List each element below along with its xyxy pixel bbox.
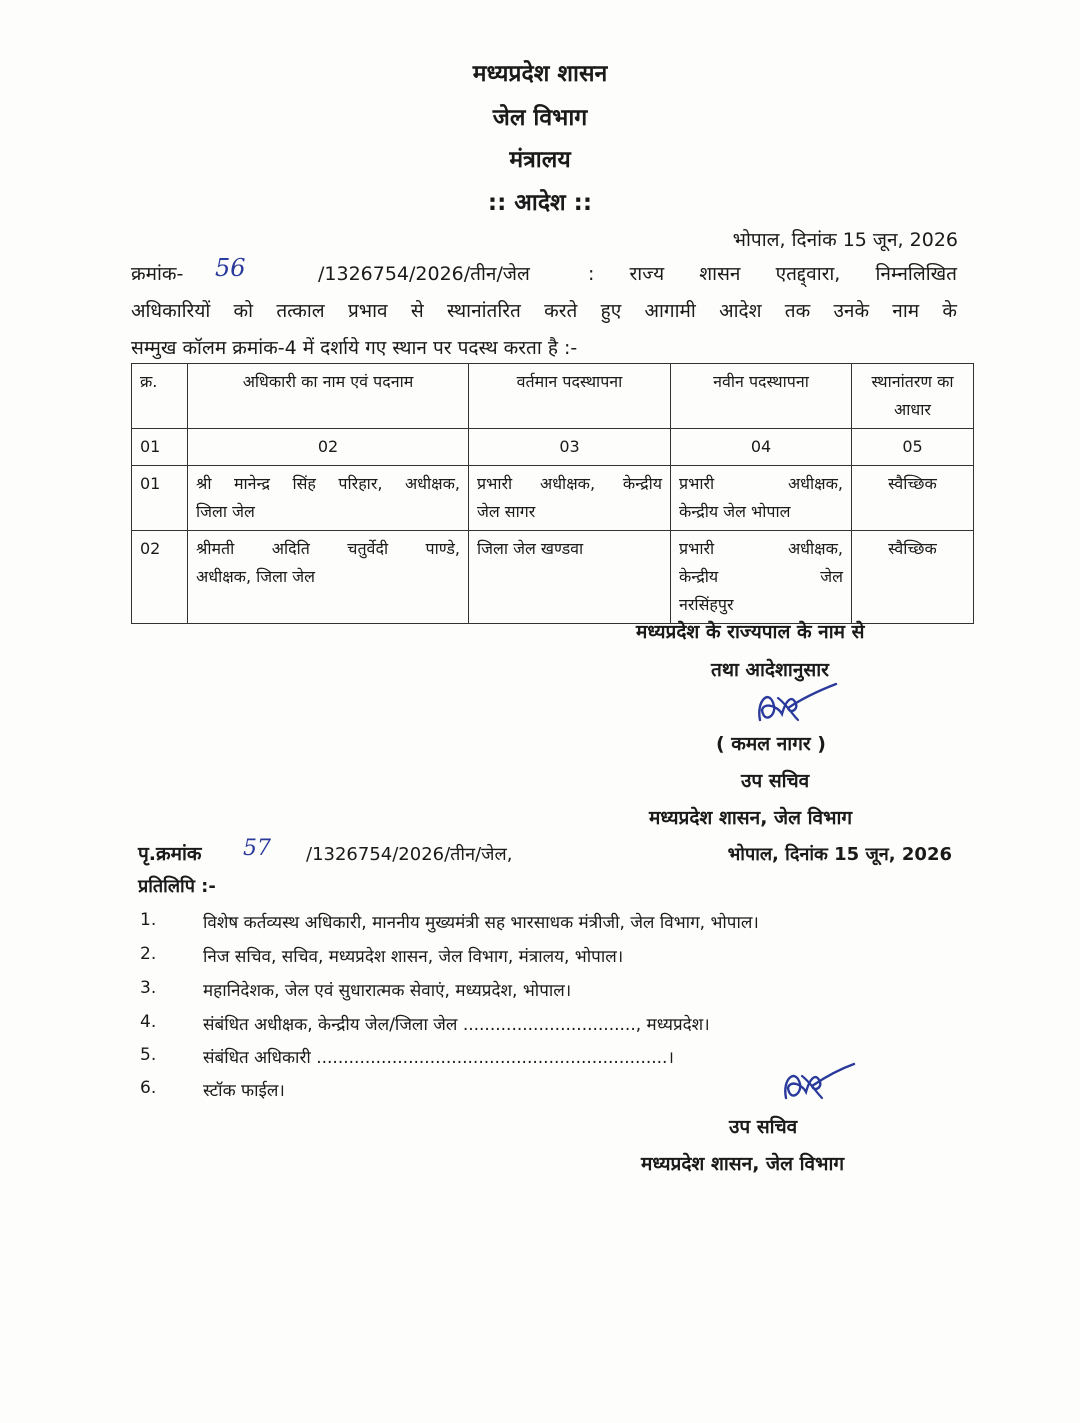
- col-number: 02: [188, 429, 469, 466]
- order-number-label: क्रमांक-: [131, 263, 184, 285]
- copy-item-text: संबंधित अधीक्षक, केन्द्रीय जेल/जिला जेल ................................, मध्यप्रदेश।: [203, 1015, 710, 1035]
- authority-line2: तथा आदेशानुसार: [711, 659, 829, 681]
- cell-new-line: केन्द्रीय जेल: [679, 567, 843, 586]
- table-header-row: [132, 364, 974, 429]
- cell-basis: स्वैच्छिक: [852, 531, 974, 624]
- cell-name-line: जिला जेल: [196, 502, 255, 521]
- col-header-new: नवीन पदस्थापना: [671, 364, 852, 429]
- endorsement-number-rest: /1326754/2026/तीन/जेल,: [306, 844, 513, 865]
- signatory-designation: उप सचिव: [741, 770, 810, 792]
- copy-item-number: 1.: [140, 910, 157, 930]
- copy-item-number: 5.: [140, 1045, 157, 1065]
- signature-image: [752, 680, 842, 732]
- cell-current: जिला जेल खण्डवा: [469, 531, 671, 624]
- signatory-name: ( कमल नागर ): [716, 733, 826, 755]
- copy-item-text: निज सचिव, सचिव, मध्यप्रदेश शासन, जेल विभाग, मंत्रालय, भोपाल।: [203, 947, 624, 967]
- copy-item-number: 2.: [140, 944, 157, 964]
- order-intro-line2-wrap: [131, 297, 957, 323]
- cell-current: [469, 466, 671, 531]
- cell-current-line: जेल सागर: [477, 502, 536, 521]
- cell-name-line: अधीक्षक, जिला जेल: [196, 567, 315, 586]
- cell-new: [671, 466, 852, 531]
- cell-sno: 02: [132, 531, 188, 624]
- endorsement-number-handwritten: 57: [243, 836, 271, 861]
- cell-new-line: प्रभारी अधीक्षक,: [679, 539, 843, 558]
- endorsement-label: पृ.क्रमांक: [138, 843, 202, 865]
- header-government: मध्यप्रदेश शासन: [472, 61, 608, 87]
- col-number: 04: [671, 429, 852, 466]
- cell-new-line: प्रभारी अधीक्षक,: [679, 474, 843, 493]
- cell-new-line: केन्द्रीय जेल भोपाल: [679, 502, 791, 521]
- cell-current-line: प्रभारी अधीक्षक, केन्द्रीय: [477, 474, 662, 493]
- copy-to-label: प्रतिलिपि :-: [138, 876, 216, 897]
- header-department: जेल विभाग: [492, 105, 588, 131]
- copy-item-number: 4.: [140, 1012, 157, 1032]
- cell-name: [188, 466, 469, 531]
- copy-item-text: स्टॉक फाईल।: [203, 1081, 285, 1101]
- order-number-handwritten: 56: [215, 254, 246, 282]
- copy-item-text: महानिदेशक, जेल एवं सुधारात्मक सेवाएं, मध्यप्रदेश, भोपाल।: [203, 981, 572, 1001]
- transfer-table: [131, 363, 974, 624]
- copy-item-number: 6.: [140, 1078, 157, 1098]
- col-header-sno: क्र.: [132, 364, 188, 429]
- table-colnum-row: [132, 429, 974, 466]
- endorsement-designation: उप सचिव: [729, 1116, 798, 1138]
- authority-line1: मध्यप्रदेश के राज्यपाल के नाम से: [636, 621, 865, 643]
- cell-name: [188, 531, 469, 624]
- cell-name-line: श्री मानेन्द्र सिंह परिहार, अधीक्षक,: [196, 474, 460, 493]
- header-ministry: मंत्रालय: [509, 147, 571, 173]
- copy-item-text: संबंधित अधिकारी .................................................................।: [203, 1048, 674, 1068]
- order-intro-line3: सम्मुख कॉलम क्रमांक-4 में दर्शाये गए स्थान पर पदस्थ करता है :-: [131, 337, 578, 359]
- endorsement-department: मध्यप्रदेश शासन, जेल विभाग: [641, 1153, 845, 1175]
- order-intro-first-wrap: [588, 260, 957, 286]
- col-header-current: वर्तमान पदस्थापना: [469, 364, 671, 429]
- cell-basis: स्वैच्छिक: [852, 466, 974, 531]
- col-number: 05: [852, 429, 974, 466]
- cell-new-line: नरसिंहपुर: [679, 595, 734, 614]
- order-intro-first: : राज्य शासन एतद्द्वारा, निम्नलिखित: [588, 263, 957, 285]
- cell-new: [671, 531, 852, 624]
- col-number: 03: [469, 429, 671, 466]
- col-header-name: अधिकारी का नाम एवं पदनाम: [188, 364, 469, 429]
- order-number-rest: /1326754/2026/तीन/जेल: [318, 263, 530, 285]
- copy-item-number: 3.: [140, 978, 157, 998]
- order-intro-line2: अधिकारियों को तत्काल प्रभाव से स्थानांतरित करते हुए आगामी आदेश तक उनके नाम के: [131, 300, 957, 322]
- col-number: 01: [132, 429, 188, 466]
- cell-name-line: श्रीमती अदिति चतुर्वेदी पाण्डे,: [196, 539, 460, 558]
- col-header-basis: स्थानांतरण का आधार: [852, 364, 974, 429]
- copy-item-text: विशेष कर्तव्यस्थ अधिकारी, माननीय मुख्यमंत्री सह भारसाधक मंत्रीजी, जेल विभाग, भोपाल।: [203, 913, 759, 933]
- table-row: [132, 466, 974, 531]
- header-order-title: :: आदेश ::: [487, 190, 593, 216]
- order-date: भोपाल, दिनांक 15 जून, 2026: [732, 229, 958, 251]
- signature-image: [778, 1060, 858, 1110]
- cell-sno: 01: [132, 466, 188, 531]
- signatory-department: मध्यप्रदेश शासन, जेल विभाग: [649, 807, 853, 829]
- table-row: [132, 531, 974, 624]
- endorsement-date: भोपाल, दिनांक 15 जून, 2026: [727, 844, 952, 865]
